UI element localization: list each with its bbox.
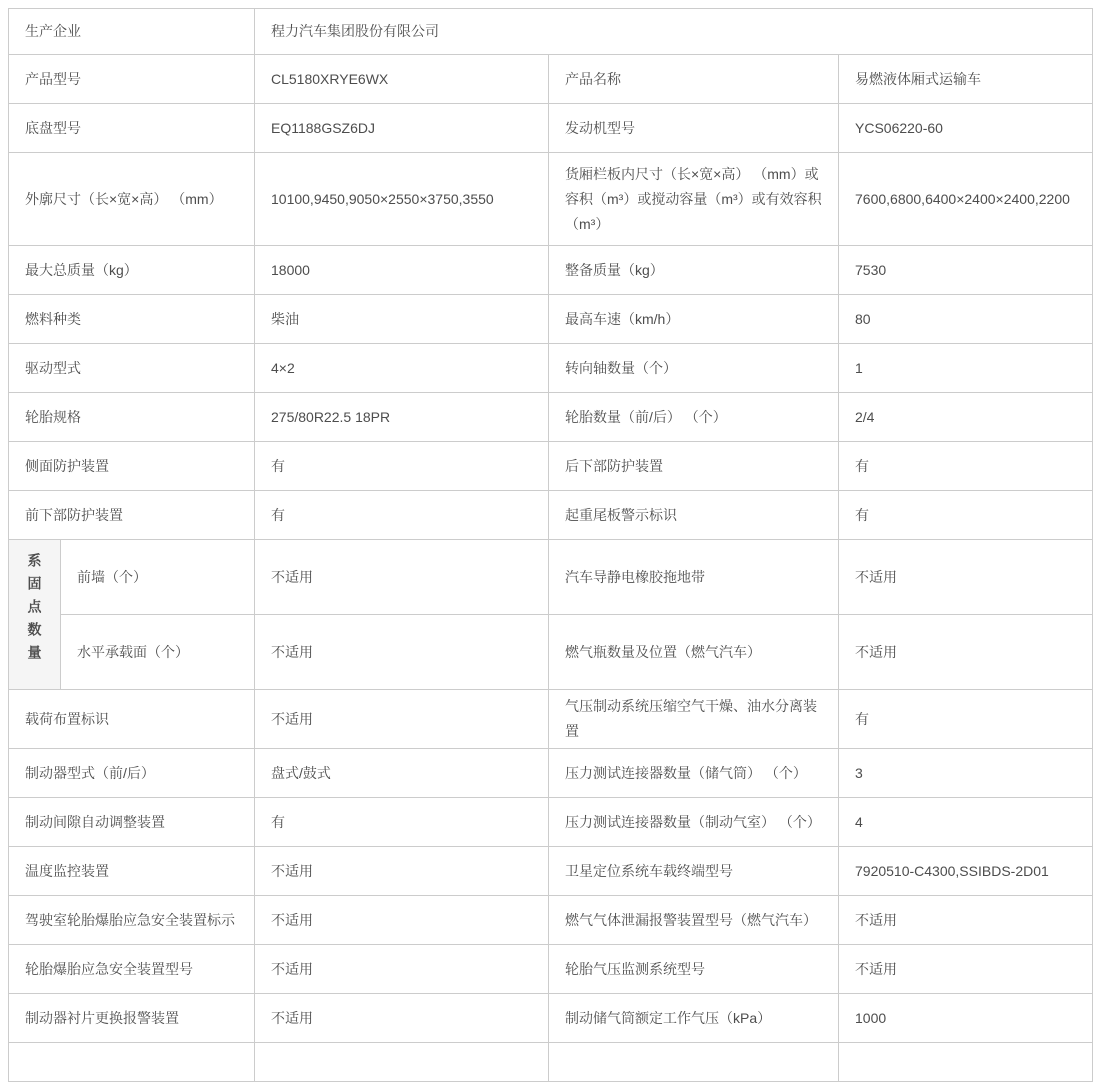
spec-label: 轮胎爆胎应急安全装置型号 [9, 945, 255, 994]
spec-value: EQ1188GSZ6DJ [255, 104, 549, 153]
spec-label: 燃气瓶数量及位置（燃气汽车） [549, 615, 839, 690]
table-row [9, 994, 1093, 1043]
spec-value: 275/80R22.5 18PR [255, 393, 549, 442]
table-row [9, 442, 1093, 491]
spec-label: 底盘型号 [9, 104, 255, 153]
spec-value: 有 [839, 690, 1093, 749]
partial-row-cell [9, 1043, 255, 1082]
spec-value: 不适用 [255, 896, 549, 945]
spec-value: 3 [839, 749, 1093, 798]
table-row [9, 246, 1093, 295]
spec-value: 有 [839, 442, 1093, 491]
spec-value: 盘式/鼓式 [255, 749, 549, 798]
table-row [9, 344, 1093, 393]
spec-label: 外廓尺寸（长×宽×高） （mm） [9, 153, 255, 246]
table-row-partial [9, 1043, 1093, 1082]
spec-value: 有 [255, 798, 549, 847]
table-row [9, 55, 1093, 104]
spec-label: 驾驶室轮胎爆胎应急安全装置标示 [9, 896, 255, 945]
partial-row-cell [549, 1043, 839, 1082]
spec-label: 生产企业 [9, 9, 255, 55]
spec-value: 2/4 [839, 393, 1093, 442]
spec-label: 货厢栏板内尺寸（长×宽×高） （mm）或容积（m³）或搅动容量（m³）或有效容积 （m³） [549, 153, 839, 246]
spec-label: 前下部防护装置 [9, 491, 255, 540]
spec-value: 不适用 [255, 690, 549, 749]
spec-label: 产品名称 [549, 55, 839, 104]
spec-value: 不适用 [839, 896, 1093, 945]
spec-label: 燃气气体泄漏报警装置型号（燃气汽车） [549, 896, 839, 945]
spec-value: 有 [255, 442, 549, 491]
spec-value: 不适用 [839, 945, 1093, 994]
spec-value: 不适用 [255, 847, 549, 896]
table-row [9, 798, 1093, 847]
table-row [9, 295, 1093, 344]
spec-label: 制动间隙自动调整装置 [9, 798, 255, 847]
spec-label: 压力测试连接器数量（制动气室） （个） [549, 798, 839, 847]
table-row [9, 690, 1093, 749]
spec-label: 卫星定位系统车载终端型号 [549, 847, 839, 896]
spec-label: 最大总质量（kg） [9, 246, 255, 295]
spec-value: 程力汽车集团股份有限公司 [255, 9, 1093, 55]
table-row [9, 540, 1093, 615]
spec-value: 1000 [839, 994, 1093, 1043]
spec-label: 制动储气筒额定工作气压（kPa） [549, 994, 839, 1043]
spec-value: 7600,6800,6400×2400×2400,2200 [839, 153, 1093, 246]
spec-value: 不适用 [839, 615, 1093, 690]
tiedown-group-title: 系固点数量 [26, 553, 43, 668]
spec-label: 轮胎气压监测系统型号 [549, 945, 839, 994]
spec-label: 侧面防护装置 [9, 442, 255, 491]
spec-label: 驱动型式 [9, 344, 255, 393]
spec-label: 发动机型号 [549, 104, 839, 153]
spec-label: 起重尾板警示标识 [549, 491, 839, 540]
partial-row-cell [255, 1043, 549, 1082]
table-row [9, 749, 1093, 798]
spec-label: 最高车速（km/h） [549, 295, 839, 344]
table-row [9, 896, 1093, 945]
spec-label: 气压制动系统压缩空气干燥、油水分离装置 [549, 690, 839, 749]
table-row [9, 491, 1093, 540]
spec-value: 有 [255, 491, 549, 540]
table-row [9, 9, 1093, 55]
spec-label: 燃料种类 [9, 295, 255, 344]
spec-value: 7530 [839, 246, 1093, 295]
spec-value: 80 [839, 295, 1093, 344]
spec-value: 不适用 [839, 540, 1093, 615]
spec-label: 水平承载面（个） [61, 615, 255, 690]
vehicle-spec-table [8, 8, 1093, 1082]
spec-label: 产品型号 [9, 55, 255, 104]
spec-value: 不适用 [255, 615, 549, 690]
spec-label: 整备质量（kg） [549, 246, 839, 295]
table-row [9, 393, 1093, 442]
spec-value: 不适用 [255, 994, 549, 1043]
spec-label: 制动器衬片更换报警装置 [9, 994, 255, 1043]
spec-value: YCS06220-60 [839, 104, 1093, 153]
spec-value: 18000 [255, 246, 549, 295]
spec-value: 易燃液体厢式运输车 [839, 55, 1093, 104]
spec-label: 压力测试连接器数量（储气筒） （个） [549, 749, 839, 798]
spec-label: 轮胎规格 [9, 393, 255, 442]
table-row [9, 945, 1093, 994]
spec-label: 载荷布置标识 [9, 690, 255, 749]
table-row [9, 104, 1093, 153]
spec-label: 温度监控装置 [9, 847, 255, 896]
table-row [9, 615, 1093, 690]
spec-label: 制动器型式（前/后） [9, 749, 255, 798]
tiedown-group-header [9, 540, 61, 690]
spec-value: 1 [839, 344, 1093, 393]
spec-label: 后下部防护装置 [549, 442, 839, 491]
spec-value: 10100,9450,9050×2550×3750,3550 [255, 153, 549, 246]
spec-value: 有 [839, 491, 1093, 540]
spec-value: 4 [839, 798, 1093, 847]
spec-value: CL5180XRYE6WX [255, 55, 549, 104]
spec-value: 4×2 [255, 344, 549, 393]
spec-label: 转向轴数量（个） [549, 344, 839, 393]
partial-row-cell [839, 1043, 1093, 1082]
spec-label: 前墙（个） [61, 540, 255, 615]
spec-value: 不适用 [255, 945, 549, 994]
spec-label: 汽车导静电橡胶拖地带 [549, 540, 839, 615]
table-row [9, 847, 1093, 896]
spec-value: 7920510-C4300,SSIBDS-2D01 [839, 847, 1093, 896]
spec-label: 轮胎数量（前/后） （个） [549, 393, 839, 442]
table-row [9, 153, 1093, 246]
spec-value: 不适用 [255, 540, 549, 615]
spec-value: 柴油 [255, 295, 549, 344]
